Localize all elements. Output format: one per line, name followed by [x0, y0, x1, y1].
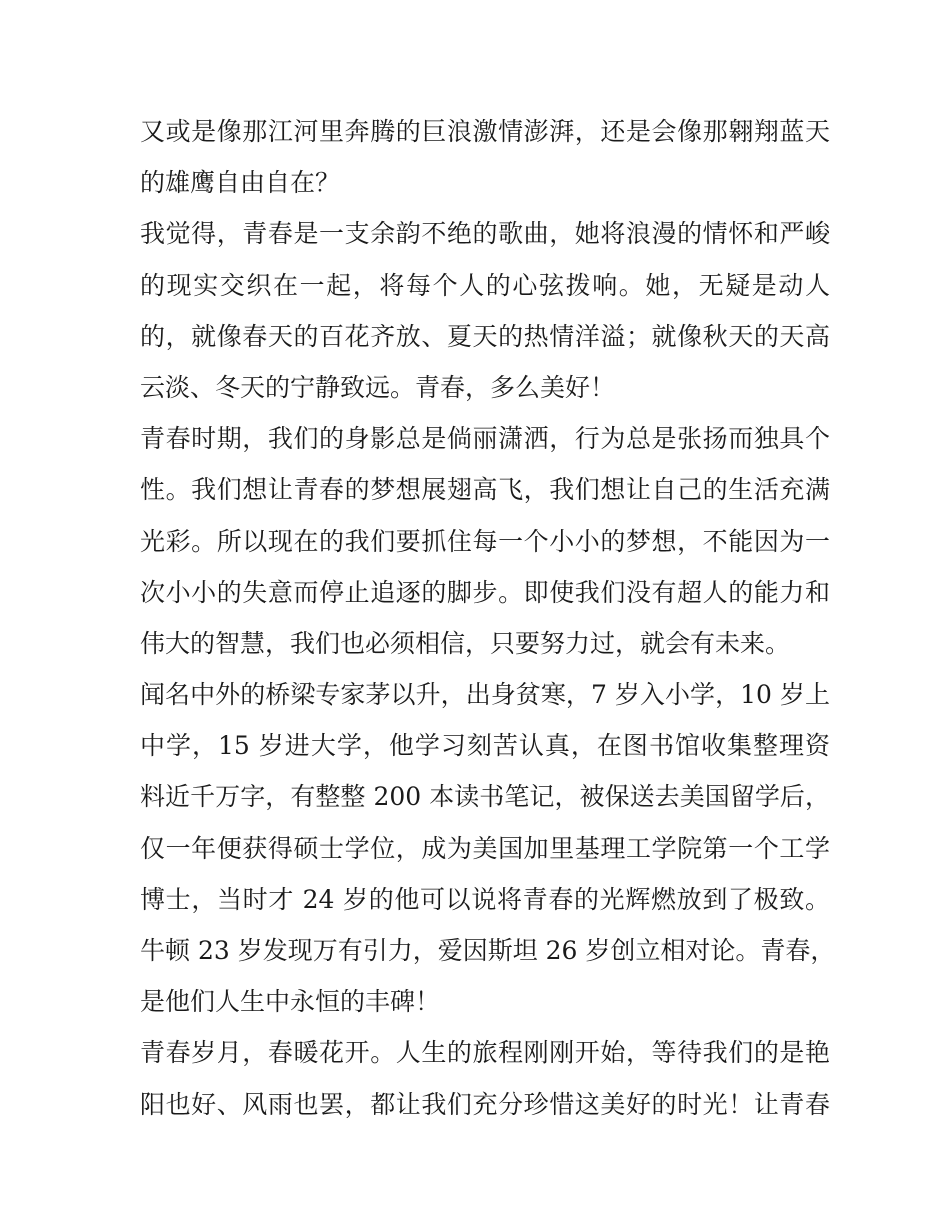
text-line: 青春时期，我们的身影总是倘丽潇洒，行为总是张扬而独具个: [140, 424, 830, 454]
body-text: [140, 106, 836, 1130]
text-line: 的雄鹰自由自在？: [140, 168, 341, 198]
text-line: 博士，当时才 24 岁的他可以说将青春的光辉燃放到了极致。: [140, 884, 830, 914]
text-line: 次小小的失意而停止追逐的脚步。即使我们没有超人的能力和: [140, 577, 830, 607]
text-line: 仅一年便获得硕士学位，成为美国加里基理工学院第一个工学: [140, 833, 830, 863]
text-line: 的，就像春天的百花齐放、夏天的热情洋溢；就像秋天的天高: [140, 321, 830, 351]
text-line: 性。我们想让青春的梦想展翅高飞，我们想让自己的生活充满: [140, 475, 830, 505]
text-line: 伟大的智慧，我们也必须相信，只要努力过，就会有未来。: [140, 628, 791, 658]
text-line: 是他们人生中永恒的丰碑！: [140, 987, 441, 1017]
text-line: 牛顿 23 岁发现万有引力，爱因斯坦 26 岁创立相对论。青春，: [140, 936, 836, 965]
text-line: 闻名中外的桥梁专家茅以升，出身贫寒，7 岁入小学，10 岁上: [140, 680, 830, 710]
text-line: 光彩。所以现在的我们要抓住每一个小小的梦想，不能因为一: [140, 526, 830, 556]
text-line: 料近千万字，有整整 200 本读书笔记，被保送去美国留学后，: [140, 782, 830, 812]
text-line: 又或是像那江河里奔腾的巨浪激情澎湃，还是会像那翱翔蓝天: [140, 117, 830, 146]
text-line: 中学，15 岁进大学，他学习刻苦认真，在图书馆收集整理资: [140, 731, 830, 761]
text-line: 我觉得，青春是一支余韵不绝的歌曲，她将浪漫的情怀和严峻: [140, 219, 830, 249]
text-line: 的现实交织在一起，将每个人的心弦拨响。她，无疑是动人: [140, 270, 830, 300]
text-line: 阳也好、风雨也罢，都让我们充分珍惜这美好的时光！让青春: [140, 1089, 830, 1119]
text-line: 青春岁月，春暖花开。人生的旅程刚刚开始，等待我们的是艳: [140, 1038, 830, 1068]
text-line: 云淡、冬天的宁静致远。青春，多么美好！: [140, 372, 616, 402]
